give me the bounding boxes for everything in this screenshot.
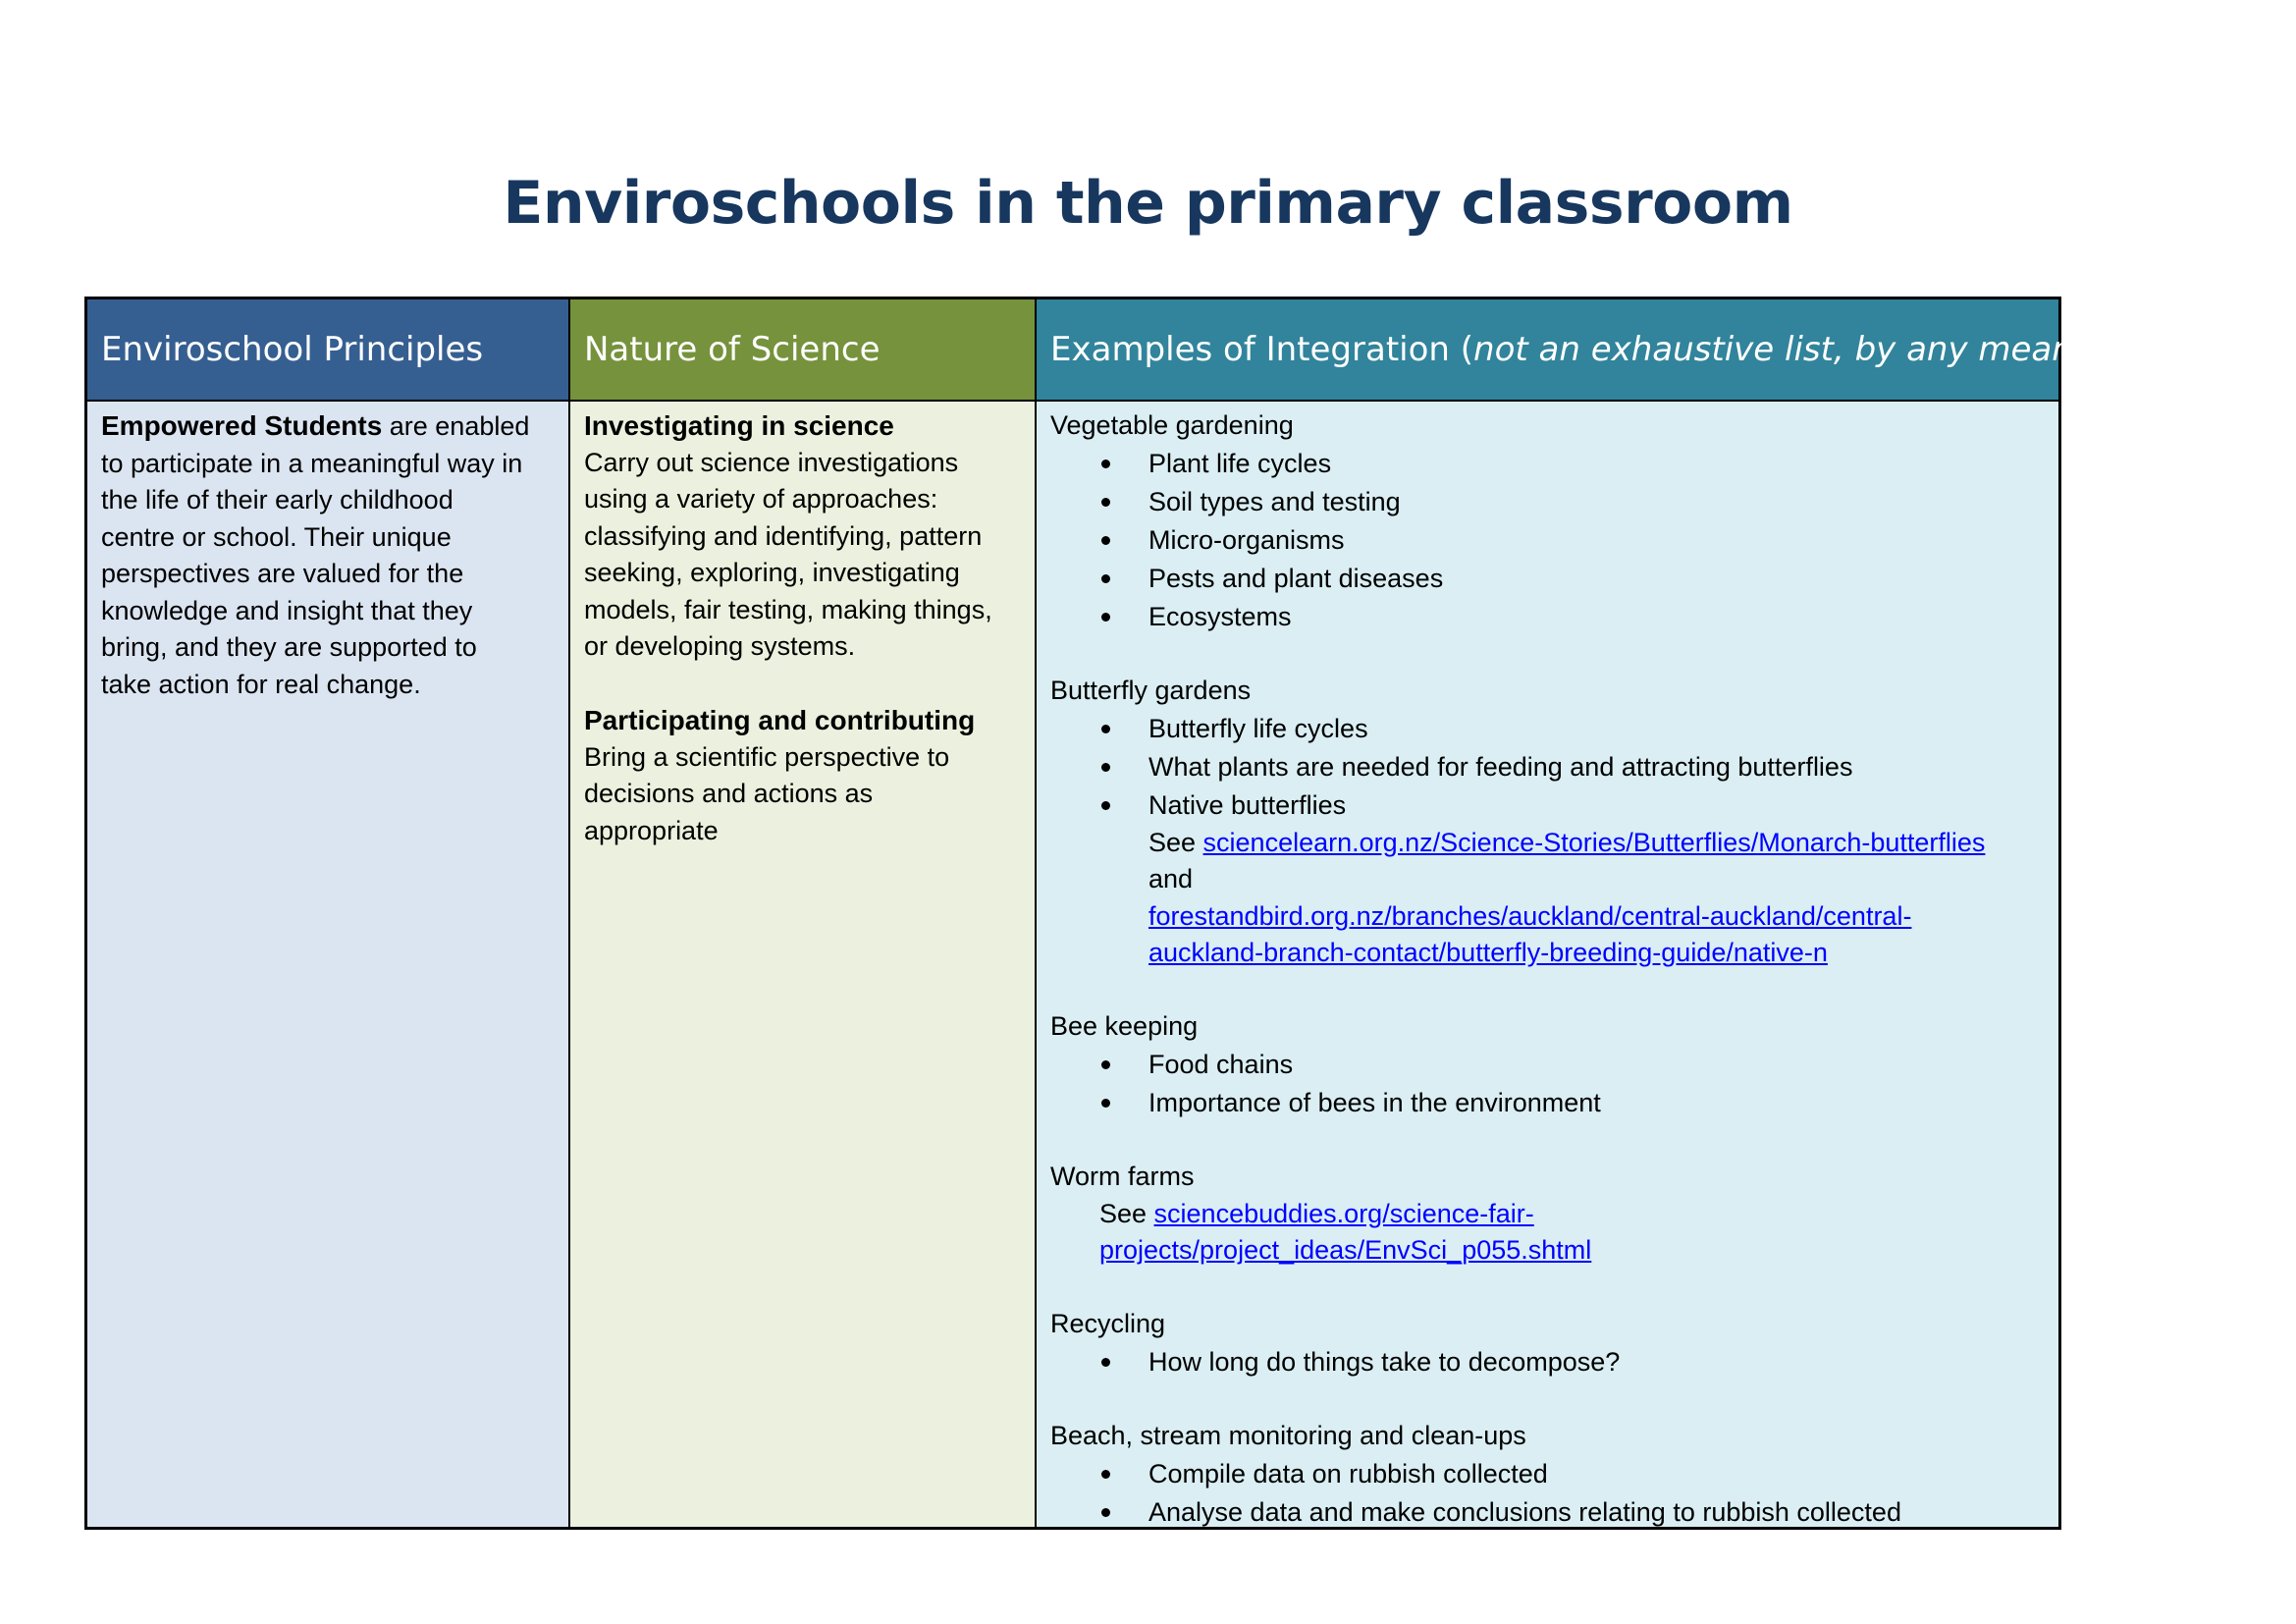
section-line: classifying and identifying, pattern — [584, 520, 983, 551]
reference-line — [1050, 1232, 2045, 1270]
topic-title: Vegetable gardening — [1050, 410, 1294, 440]
list-item: Compile data on rubbish collected — [1050, 1455, 2045, 1493]
header-examples-italic: not an exhaustive list, by any means) — [1473, 330, 2104, 369]
principles-cell — [87, 402, 568, 1527]
list-item: Butterfly life cycles — [1050, 710, 2045, 748]
list-item: What plants are needed for feeding and attracting butterflies — [1050, 748, 2045, 786]
spacer — [1050, 1381, 2045, 1419]
integration-table — [84, 297, 2104, 1530]
section-line: seeking, exploring, investigating — [584, 558, 960, 587]
bullet-icon — [1101, 1099, 1110, 1108]
topic-title: Worm farms — [1050, 1162, 1195, 1191]
sciencelearn-link[interactable]: sciencelearn.org.nz/Science-Stories/Butterflies/Monarch-butterflies — [1202, 827, 1986, 857]
header-principles: Enviroschool Principles — [87, 299, 568, 402]
principle-line: centre or school. Their unique — [101, 521, 452, 552]
forestandbird-link[interactable]: forestandbird.org.nz/branches/auckland/central-auckland/central- — [1148, 900, 1912, 931]
bullet-icon — [1101, 536, 1110, 545]
header-examples — [1037, 299, 2104, 402]
section-line: models, fair testing, making things, — [584, 594, 992, 624]
bullet-icon — [1101, 498, 1110, 507]
header-examples-text: Examples of Integration ( — [1050, 330, 1474, 369]
nature-of-science-cell — [570, 402, 1035, 1527]
topic-list — [1050, 1046, 2045, 1122]
principle-line: take action for real change. — [101, 669, 421, 699]
list-item: Micro-organisms — [1050, 521, 2045, 560]
bullet-icon — [1101, 725, 1110, 733]
list-item: Pests and plant diseases — [1050, 560, 2045, 598]
topic-title: Bee keeping — [1050, 1011, 1199, 1041]
section-line: Bring a scientific perspective to — [584, 741, 950, 772]
spacer — [1050, 636, 2045, 674]
principle-line: bring, and they are supported to — [101, 632, 477, 662]
header-nature-of-science: Nature of Science — [570, 299, 1035, 402]
list-item: How long do things take to decompose? — [1050, 1343, 2045, 1381]
spacer — [1050, 1122, 2045, 1160]
forestandbird-link-cont[interactable]: auckland-branch-contact/butterfly-breeding-guide/native-n — [1148, 938, 1828, 967]
principle-line: knowledge and insight that they — [101, 595, 473, 625]
topic-list — [1050, 1455, 2045, 1532]
principle-name: Empowered Students — [101, 410, 383, 441]
bullet-icon — [1101, 1060, 1110, 1069]
reference-line — [1050, 935, 2045, 972]
reference-line: See sciencebuddies.org/science-fair- — [1099, 1198, 1534, 1228]
sciencebuddies-link-cont[interactable]: projects/project_ideas/EnvSci_p055.shtml — [1099, 1235, 1592, 1265]
bullet-icon — [1101, 613, 1110, 622]
section-line: appropriate — [584, 815, 719, 845]
bullet-icon — [1101, 574, 1110, 583]
spacer — [1050, 1270, 2045, 1307]
examples-cell — [1037, 402, 2058, 1527]
topic-list — [1050, 445, 2045, 636]
bullet-icon — [1101, 1470, 1110, 1479]
column-examples — [1037, 299, 2104, 1527]
bullet-icon — [1101, 1358, 1110, 1367]
principle-line-1 — [101, 407, 555, 446]
principle-line: to participate in a meaningful way in — [101, 448, 523, 478]
topic-title: Beach, stream monitoring and clean-ups — [1050, 1421, 1526, 1450]
topic-list — [1050, 1343, 2045, 1381]
section-line: Carry out science investigations — [584, 447, 959, 477]
spacer — [584, 666, 1021, 703]
reference-line: See sciencelearn.org.nz/Science-Stories/Butterflies/Monarch-butterflies — [1148, 827, 1986, 857]
page-title: Enviroschools in the primary classroom — [503, 169, 1793, 238]
principle-line: the life of their early childhood — [101, 485, 454, 514]
bullet-icon — [1101, 763, 1110, 772]
reference-line — [1050, 898, 2045, 936]
list-item: Soil types and testing — [1050, 483, 2045, 521]
topic-title: Recycling — [1050, 1309, 1166, 1338]
sciencebuddies-link[interactable]: sciencebuddies.org/science-fair- — [1153, 1198, 1534, 1228]
column-nature-of-science — [570, 299, 1037, 1527]
list-item: Native butterflies — [1050, 786, 2045, 825]
bullet-icon — [1101, 1508, 1110, 1517]
principle-text: are enabled — [382, 411, 530, 441]
list-item: Analyse data and make conclusions relating to rubbish collected — [1050, 1493, 2045, 1532]
principle-line: perspectives are valued for the — [101, 559, 464, 588]
section-line: decisions and actions as — [584, 779, 874, 808]
spacer — [1050, 972, 2045, 1009]
list-item: Food chains — [1050, 1046, 2045, 1084]
topic-list — [1050, 710, 2045, 825]
section-line: using a variety of approaches: — [584, 484, 938, 514]
list-item: Importance of bees in the environment — [1050, 1084, 2045, 1122]
bullet-icon — [1101, 460, 1110, 468]
section-title: Participating and contributing — [584, 705, 976, 735]
section-title: Investigating in science — [584, 410, 894, 441]
topic-title: Butterfly gardens — [1050, 676, 1252, 705]
reference-and: and — [1148, 864, 1194, 893]
column-principles — [87, 299, 570, 1527]
list-item: Plant life cycles — [1050, 445, 2045, 483]
bullet-icon — [1101, 801, 1110, 810]
section-line: or developing systems. — [584, 631, 856, 661]
list-item: Ecosystems — [1050, 598, 2045, 636]
